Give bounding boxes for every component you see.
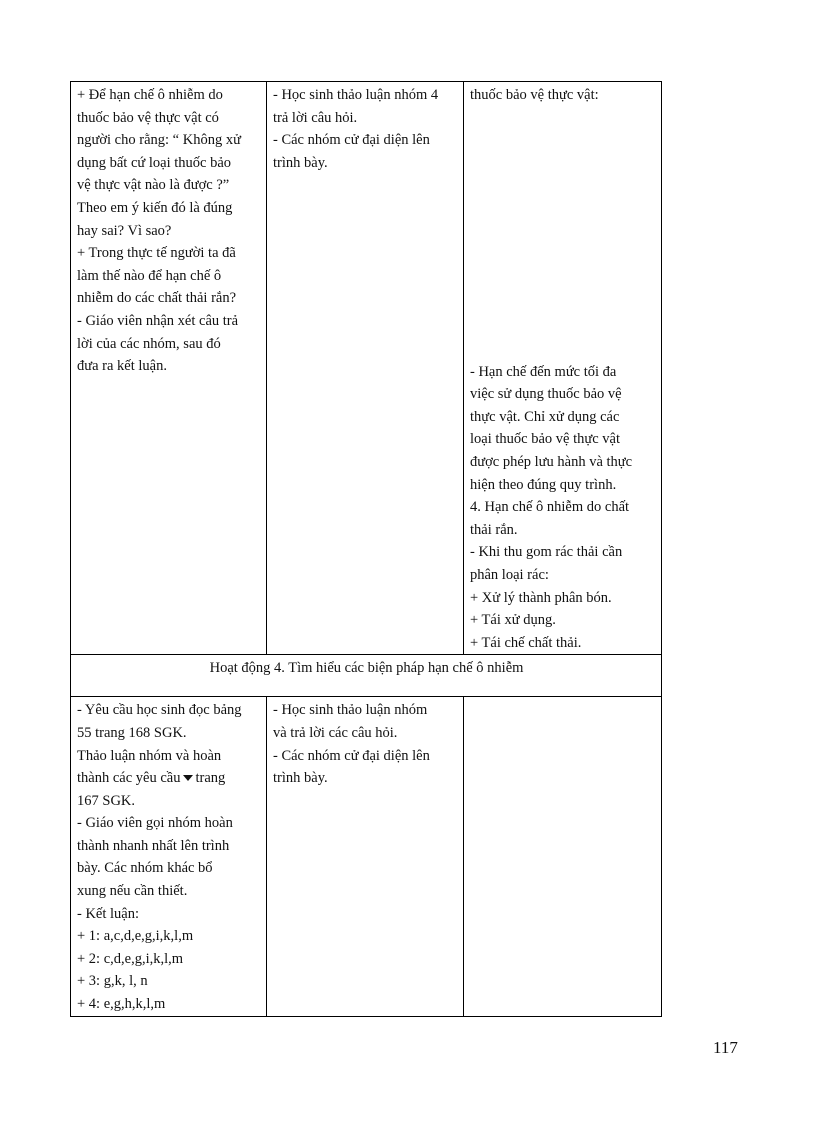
content-text-top xyxy=(470,84,656,107)
text-line: thực vật. Chỉ xử dụng các xyxy=(470,408,620,425)
text-line: loại thuốc bảo vệ thực vật xyxy=(470,431,620,448)
text-line: + Trong thực tế người ta đã xyxy=(77,245,236,262)
table-row xyxy=(71,655,662,697)
text-line: - Các nhóm cử đại diện lên xyxy=(273,747,430,764)
text-line: - Học sinh thảo luận nhóm 4 xyxy=(273,87,439,103)
table-row xyxy=(71,697,662,1016)
student-activity-cell xyxy=(267,82,464,655)
content-text-bottom xyxy=(470,361,656,655)
text-line: 4. Hạn chế ô nhiễm do chất xyxy=(470,499,630,516)
text-line: + 4: e,g,h,k,l,m xyxy=(77,996,166,1013)
text-line: Theo em ý kiến đó là đúng xyxy=(77,199,233,216)
teacher-activity-text xyxy=(77,84,261,378)
text-line: + 3: g,k, l, n xyxy=(77,973,148,990)
text-line: việc sử dụng thuốc bảo vệ xyxy=(470,386,622,403)
text-line: lời của các nhóm, sau đó xyxy=(77,335,221,352)
lesson-plan-table xyxy=(70,81,662,1017)
student-activity-text xyxy=(273,699,458,789)
text-line: - Giáo viên nhận xét câu trả xyxy=(77,312,239,329)
text-line: - Giáo viên gọi nhóm hoàn xyxy=(77,815,233,832)
teacher-activity-cell xyxy=(71,82,267,655)
text-line: - Kết luận: xyxy=(77,905,140,922)
text-line: thuốc bảo vệ thực vật có xyxy=(77,109,219,126)
text-line: 167 SGK. xyxy=(77,792,136,809)
student-activity-cell xyxy=(267,697,464,1016)
text-line: nhiễm do các chất thải rắn? xyxy=(77,290,237,307)
teacher-activity-line: thành các yêu cầu trang xyxy=(77,770,226,787)
text-line: + Để hạn chế ô nhiễm do xyxy=(77,87,223,103)
text-line: + Tái xử dụng. xyxy=(470,612,556,629)
text-line: - Khi thu gom rác thải cần xyxy=(470,544,623,561)
content-cell xyxy=(464,697,662,1016)
text-line: làm thế nào để hạn chế ô xyxy=(77,267,222,284)
text-line: trả lời câu hỏi. xyxy=(273,109,358,126)
text-line: Thảo luận nhóm và hoàn xyxy=(77,747,222,764)
text-line: và trả lời các câu hỏi. xyxy=(273,724,398,741)
text-line: + 1: a,c,d,e,g,i,k,l,m xyxy=(77,928,194,945)
text-line: thuốc bảo vệ thực vật: xyxy=(470,87,599,103)
text-line: hiện theo đúng quy trình. xyxy=(470,476,617,493)
table-row xyxy=(71,82,662,655)
student-activity-text xyxy=(273,84,458,174)
text-line: 55 trang 168 SGK. xyxy=(77,724,187,741)
text-line: - Hạn chế đến mức tối đa xyxy=(470,363,617,380)
text-line: đưa ra kết luận. xyxy=(77,358,167,375)
teacher-activity-cell xyxy=(71,697,267,1016)
text-line: trình bày. xyxy=(273,154,328,171)
text-line: dụng bất cứ loại thuốc bảo xyxy=(77,154,232,171)
teacher-activity-text xyxy=(77,790,261,1016)
text-line: xung nếu cần thiết. xyxy=(77,883,188,900)
page-number: 117 xyxy=(713,1038,738,1057)
triangle-down-icon xyxy=(183,775,193,781)
text-line: người cho rằng: “ Không xử xyxy=(77,132,241,149)
text-line: bày. Các nhóm khác bổ xyxy=(77,860,213,877)
text-line: - Học sinh thảo luận nhóm xyxy=(273,702,428,719)
text-line: + Xử lý thành phân bón. xyxy=(470,589,612,606)
activity-heading: Hoạt động 4. Tìm hiểu các biện pháp hạn chế ô nhiễm xyxy=(71,655,662,697)
text-line: - Yêu cầu học sinh đọc bảng xyxy=(77,702,242,719)
text-line: - Các nhóm cử đại diện lên xyxy=(273,132,430,149)
text-line: trình bày. xyxy=(273,770,328,787)
text-line: thải rắn. xyxy=(470,521,518,538)
text-line: phân loại rác: xyxy=(470,566,549,583)
text-line: hay sai? Vì sao? xyxy=(77,222,172,239)
teacher-activity-text xyxy=(77,699,261,767)
text-line: + Tái chế chất thải. xyxy=(470,634,582,651)
text-line: được phép lưu hành và thực xyxy=(470,453,633,470)
text-line: vệ thực vật nào là được ?” xyxy=(77,177,230,194)
content-cell xyxy=(464,82,662,655)
text-line: thành nhanh nhất lên trình xyxy=(77,837,230,854)
text-line: + 2: c,d,e,g,i,k,l,m xyxy=(77,950,184,967)
